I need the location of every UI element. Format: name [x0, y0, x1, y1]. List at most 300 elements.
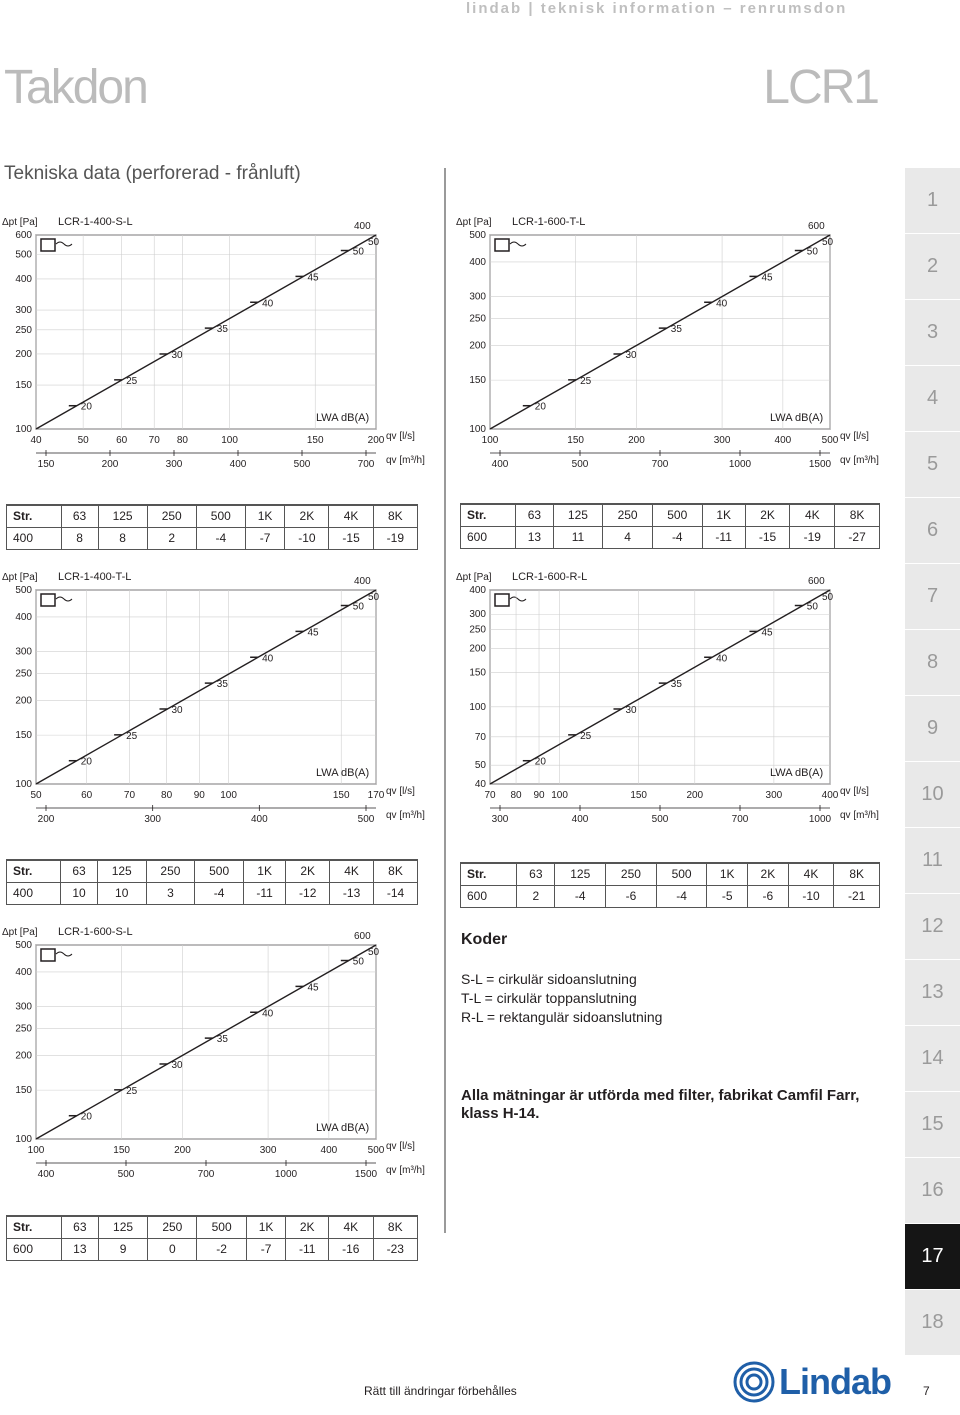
table-cell: 0: [148, 1238, 197, 1260]
chart-title: LCR-1-600-S-L: [58, 926, 133, 938]
table-cell: 8K: [373, 1216, 418, 1238]
y-tick-label: 200: [469, 643, 486, 655]
x2-axis-unit: qv [m³/h]: [386, 1165, 425, 1176]
x-tick-label: 80: [161, 790, 173, 801]
lwa-label: LWA dB(A): [770, 412, 824, 424]
column-divider: [444, 168, 446, 1233]
table-cell: -21: [834, 885, 880, 907]
lwa-value: 35: [670, 324, 682, 336]
table-row: [7, 527, 418, 549]
table-cell: 1K: [702, 504, 745, 526]
chart-svg: [456, 216, 880, 492]
chart-svg: [456, 571, 880, 847]
table-cell: 500: [195, 860, 244, 882]
footer-disclaimer: Rätt till ändringar förbehålles: [364, 1384, 517, 1398]
table-row: [7, 882, 418, 904]
size-label: 50: [822, 237, 834, 248]
lwa-value: 20: [80, 1111, 92, 1123]
series-line: [36, 235, 376, 429]
table-row: [461, 526, 880, 548]
tab-5[interactable]: 5: [905, 432, 960, 498]
y-tick-label: 300: [15, 305, 32, 317]
chart-title: LCR-1-600-R-L: [512, 571, 588, 583]
y-tick-label: 200: [15, 1050, 32, 1062]
table-cell: 8K: [835, 504, 880, 526]
lwa-value: 45: [761, 272, 773, 284]
chart-svg: [2, 926, 426, 1202]
table-cell: 13: [516, 526, 553, 548]
table-cell: -15: [745, 526, 790, 548]
series-line: [36, 945, 376, 1139]
chart-title: LCR-1-400-T-L: [58, 571, 132, 583]
lwa-value: 25: [580, 730, 592, 742]
sound-table-600-R-L: [460, 862, 880, 908]
table-cell: 63: [61, 505, 98, 527]
y-tick-label: 200: [15, 695, 32, 707]
x2-tick-label: 500: [571, 459, 589, 470]
table-cell: -11: [244, 882, 286, 904]
y-tick-label: 400: [15, 966, 32, 978]
table-cell: 400: [7, 882, 61, 904]
tab-4[interactable]: 4: [905, 366, 960, 432]
table-cell: -13: [330, 882, 374, 904]
table-cell: 10: [97, 882, 146, 904]
lwa-value: 35: [216, 1034, 228, 1046]
tab-13[interactable]: 13: [905, 960, 960, 1026]
table-cell: -4: [656, 885, 707, 907]
table-cell: 125: [98, 505, 147, 527]
y-tick-label: 40: [474, 779, 486, 790]
x-tick-label: 100: [220, 790, 237, 801]
table-cell: -19: [790, 526, 835, 548]
y-tick-label: 150: [15, 380, 32, 392]
x2-tick-label: 300: [144, 814, 162, 825]
table-cell: 8K: [374, 860, 418, 882]
tab-12[interactable]: 12: [905, 894, 960, 960]
table-header-row: [7, 505, 418, 527]
y-tick-label: 70: [474, 731, 486, 743]
x2-tick-label: 1000: [808, 814, 832, 825]
table-header-row: [7, 860, 418, 882]
x-tick-label: 200: [628, 435, 645, 446]
lwa-label: LWA dB(A): [316, 767, 370, 779]
table-cell: 1K: [244, 860, 286, 882]
x2-tick-label: 700: [651, 459, 669, 470]
x-tick-label: 150: [332, 790, 350, 801]
table-cell: 4K: [329, 1216, 373, 1238]
y-tick-label: 500: [15, 585, 32, 596]
table-cell: 125: [98, 1216, 147, 1238]
x2-tick-label: 1500: [808, 459, 832, 470]
table-cell: 500: [652, 504, 702, 526]
tab-6[interactable]: 6: [905, 498, 960, 564]
x-tick-label: 100: [481, 435, 499, 446]
lwa-value: 45: [307, 272, 319, 284]
table-cell: -15: [329, 527, 373, 549]
lwa-value: 40: [716, 298, 728, 310]
y-tick-label: 400: [469, 585, 486, 596]
tab-14[interactable]: 14: [905, 1026, 960, 1092]
chart-600-S-L: [2, 926, 426, 1202]
x-tick-label: 150: [567, 435, 584, 446]
x-tick-label: 200: [686, 790, 704, 801]
x2-tick-label: 500: [651, 814, 669, 825]
y-tick-label: 100: [15, 779, 32, 790]
y-tick-label: 200: [15, 348, 32, 360]
table-cell: 63: [516, 504, 553, 526]
lwa-label: LWA dB(A): [316, 412, 370, 424]
y-axis-unit: Δpt [Pa]: [2, 572, 38, 583]
x-tick-label: 60: [116, 435, 128, 446]
tab-11[interactable]: 11: [905, 828, 960, 894]
table-cell: -11: [702, 526, 745, 548]
sound-table-400-S-L: [6, 504, 418, 550]
y-tick-label: 500: [15, 940, 32, 951]
table-cell: -10: [788, 885, 834, 907]
table-cell: 8: [61, 527, 98, 549]
diffuser-icon: [41, 239, 55, 251]
size-label: 50: [368, 237, 380, 248]
y-tick-label: 100: [15, 424, 32, 435]
table-cell: 8K: [373, 505, 417, 527]
x-tick-label: 50: [30, 790, 42, 801]
tab-9[interactable]: 9: [905, 696, 960, 762]
table-row: [461, 885, 880, 907]
tab-15[interactable]: 15: [905, 1092, 960, 1158]
chart-svg: [2, 571, 426, 847]
lwa-value: 25: [126, 375, 138, 387]
x2-tick-label: 1500: [354, 1169, 378, 1180]
table-cell: -23: [373, 1238, 418, 1260]
koder-title: Koder: [461, 931, 508, 948]
table-cell: -11: [286, 1238, 329, 1260]
x-tick-label: 150: [630, 790, 648, 801]
y-tick-label: 250: [469, 313, 486, 325]
x-tick-label: 200: [367, 435, 385, 446]
lindab-emblem-icon: [733, 1361, 775, 1403]
x-tick-label: 150: [113, 1145, 130, 1156]
y-axis-unit: Δpt [Pa]: [2, 927, 38, 938]
table-cell: 250: [148, 1216, 197, 1238]
x2-tick-label: 500: [357, 814, 375, 825]
y-tick-label: 150: [469, 667, 486, 679]
lwa-value: 20: [534, 401, 546, 413]
lwa-value: 30: [171, 1059, 183, 1071]
table-cell: -12: [286, 882, 330, 904]
tab-17[interactable]: 17: [905, 1224, 960, 1290]
lwa-value: 25: [126, 1085, 138, 1097]
table-cell: 1K: [246, 1216, 286, 1238]
y-tick-label: 600: [15, 230, 32, 241]
x-tick-label: 170: [367, 790, 385, 801]
x2-axis-unit: qv [m³/h]: [386, 455, 425, 466]
table-cell: Str.: [7, 505, 62, 527]
table-cell: 63: [61, 1216, 98, 1238]
table-cell: 125: [555, 863, 606, 885]
x-tick-label: 500: [367, 1145, 385, 1156]
y-tick-label: 400: [15, 611, 32, 623]
table-cell: 63: [517, 863, 555, 885]
table-cell: 600: [461, 526, 516, 548]
x2-tick-label: 500: [293, 459, 311, 470]
table-cell: 4K: [329, 505, 373, 527]
tab-8[interactable]: 8: [905, 630, 960, 696]
chart-400-S-L: [2, 216, 426, 492]
table-cell: 250: [606, 863, 657, 885]
y-tick-label: 250: [469, 624, 486, 636]
x2-tick-label: 700: [731, 814, 749, 825]
table-cell: 9: [98, 1238, 147, 1260]
airflow-icon: [510, 242, 526, 246]
lwa-value: 50: [352, 956, 364, 968]
series-line: [36, 590, 376, 784]
x-tick-label: 100: [221, 435, 238, 446]
lwa-value: 40: [262, 298, 274, 310]
tab-1[interactable]: 1: [905, 168, 960, 234]
chart-title: LCR-1-400-S-L: [58, 216, 133, 228]
lwa-label: LWA dB(A): [770, 767, 824, 779]
x-axis-unit: qv [l/s]: [386, 1141, 415, 1152]
table-cell: 1K: [707, 863, 748, 885]
y-tick-label: 150: [15, 730, 32, 742]
lwa-value: 45: [307, 982, 319, 994]
x2-tick-label: 200: [101, 459, 119, 470]
y-tick-label: 200: [469, 340, 486, 352]
table-cell: 500: [197, 1216, 246, 1238]
x-axis-unit: qv [l/s]: [840, 431, 869, 442]
lwa-value: 20: [534, 756, 546, 768]
x2-tick-label: 400: [491, 459, 509, 470]
table-cell: -2: [197, 1238, 246, 1260]
table-cell: 2K: [748, 863, 789, 885]
table-cell: -4: [195, 882, 244, 904]
size-label: 400: [354, 221, 371, 232]
y-tick-label: 100: [469, 701, 486, 713]
x-tick-label: 70: [484, 790, 496, 801]
table-cell: -4: [555, 885, 606, 907]
size-label: 50: [822, 592, 834, 603]
x-tick-label: 80: [510, 790, 522, 801]
size-label: 600: [354, 931, 371, 942]
table-cell: 4K: [330, 860, 374, 882]
table-cell: -4: [652, 526, 702, 548]
airflow-icon: [56, 242, 72, 246]
lwa-value: 35: [216, 324, 228, 336]
table-cell: 2K: [285, 505, 329, 527]
lwa-value: 30: [625, 349, 637, 361]
sound-table-600-S-L: [6, 1215, 418, 1261]
y-tick-label: 150: [469, 375, 486, 387]
y-tick-label: 100: [469, 424, 486, 435]
tab-10[interactable]: 10: [905, 762, 960, 828]
series-line: [490, 590, 830, 784]
table-cell: -27: [835, 526, 880, 548]
x2-axis-unit: qv [m³/h]: [386, 810, 425, 821]
x2-tick-label: 400: [571, 814, 589, 825]
table-cell: Str.: [7, 1216, 62, 1238]
lwa-value: 40: [262, 653, 274, 665]
x2-axis-unit: qv [m³/h]: [840, 455, 879, 466]
tab-18[interactable]: 18: [905, 1290, 960, 1356]
lwa-value: 50: [806, 601, 818, 613]
x-tick-label: 50: [77, 435, 89, 446]
y-axis-unit: Δpt [Pa]: [456, 572, 492, 583]
table-cell: -16: [329, 1238, 373, 1260]
lwa-value: 50: [806, 246, 818, 258]
x-tick-label: 60: [81, 790, 93, 801]
size-label: 50: [368, 947, 380, 958]
lwa-value: 30: [171, 349, 183, 361]
koder-line: S-L = cirkulär sidoanslutning: [461, 971, 637, 987]
y-axis-unit: Δpt [Pa]: [456, 217, 492, 228]
y-tick-label: 250: [15, 668, 32, 680]
table-cell: 4K: [788, 863, 834, 885]
koder-line: R-L = rektangulär sidoanslutning: [461, 1009, 663, 1025]
y-tick-label: 300: [15, 1001, 32, 1013]
tab-3[interactable]: 3: [905, 300, 960, 366]
sound-table-400-T-L: [6, 859, 418, 905]
table-header-row: [7, 1216, 418, 1238]
airflow-icon: [510, 597, 526, 601]
x-tick-label: 200: [174, 1145, 191, 1156]
table-cell: Str.: [7, 860, 61, 882]
x-tick-label: 300: [713, 435, 731, 446]
x-tick-label: 100: [27, 1145, 45, 1156]
product-code: LCR1: [763, 61, 878, 114]
tab-16[interactable]: 16: [905, 1158, 960, 1224]
x-tick-label: 80: [176, 435, 188, 446]
x-tick-label: 500: [821, 435, 839, 446]
y-tick-label: 400: [469, 256, 486, 268]
y-tick-label: 150: [15, 1085, 32, 1097]
chart-svg: [2, 216, 426, 492]
table-cell: -7: [245, 527, 284, 549]
koder-line: T-L = cirkulär toppanslutning: [461, 990, 637, 1006]
lwa-value: 50: [352, 246, 364, 258]
y-tick-label: 100: [15, 1134, 32, 1145]
section-title: Tekniska data (perforerad - frånluft): [4, 163, 301, 184]
table-cell: -19: [373, 527, 417, 549]
x-tick-label: 70: [123, 790, 136, 801]
table-cell: 13: [61, 1238, 98, 1260]
airflow-icon: [56, 952, 72, 956]
x2-tick-label: 150: [37, 459, 55, 470]
size-label: 600: [808, 221, 825, 232]
table-cell: -10: [285, 527, 329, 549]
table-cell: 250: [147, 505, 196, 527]
diffuser-icon: [495, 239, 509, 251]
table-cell: -6: [606, 885, 657, 907]
table-cell: 500: [656, 863, 707, 885]
y-tick-label: 250: [15, 1023, 32, 1035]
y-tick-label: 300: [15, 646, 32, 658]
table-cell: 8: [98, 527, 147, 549]
chart-600-R-L: [456, 571, 880, 847]
chapter-tabs: [905, 168, 960, 1356]
series-line: [490, 235, 830, 429]
table-cell: 600: [7, 1238, 62, 1260]
table-cell: 400: [7, 527, 62, 549]
x-tick-label: 300: [765, 790, 783, 801]
table-header-row: [461, 504, 880, 526]
table-cell: 63: [61, 860, 98, 882]
header-brand: lindab | teknisk information – renrumsdon: [466, 0, 848, 17]
table-cell: 8K: [834, 863, 880, 885]
tab-7[interactable]: 7: [905, 564, 960, 630]
table-cell: 250: [603, 504, 653, 526]
table-cell: 125: [553, 504, 603, 526]
table-cell: 10: [61, 882, 98, 904]
y-tick-label: 300: [469, 609, 486, 621]
x2-tick-label: 400: [37, 1169, 55, 1180]
table-cell: Str.: [461, 504, 516, 526]
table-cell: -5: [707, 885, 748, 907]
x2-tick-label: 700: [197, 1169, 215, 1180]
x-axis-unit: qv [l/s]: [386, 431, 415, 442]
lwa-value: 40: [716, 653, 728, 665]
x-axis-unit: qv [l/s]: [840, 786, 869, 797]
x2-tick-label: 400: [250, 814, 268, 825]
lwa-value: 40: [262, 1008, 274, 1020]
chart-400-T-L: [2, 571, 426, 847]
x2-tick-label: 1000: [274, 1169, 298, 1180]
y-tick-label: 500: [469, 230, 486, 241]
lwa-value: 35: [216, 679, 228, 691]
x-tick-label: 70: [148, 435, 160, 446]
lwa-value: 30: [625, 704, 637, 716]
lwa-value: 35: [670, 679, 682, 691]
x2-tick-label: 700: [357, 459, 375, 470]
x2-tick-label: 400: [229, 459, 247, 470]
y-tick-label: 500: [15, 249, 32, 261]
table-cell: -6: [748, 885, 789, 907]
y-tick-label: 400: [15, 273, 32, 285]
y-tick-label: 50: [474, 760, 486, 772]
diffuser-icon: [41, 949, 55, 961]
y-tick-label: 250: [15, 324, 32, 336]
y-axis-unit: Δpt [Pa]: [2, 217, 38, 228]
table-cell: 250: [146, 860, 195, 882]
diffuser-icon: [41, 594, 55, 606]
lwa-value: 50: [352, 601, 364, 613]
x2-tick-label: 200: [37, 814, 55, 825]
x-tick-label: 400: [821, 790, 839, 801]
page-title: Takdon: [4, 61, 147, 114]
size-label: 400: [354, 576, 371, 587]
chart-title: LCR-1-600-T-L: [512, 216, 586, 228]
size-label: 50: [368, 592, 380, 603]
table-header-row: [461, 863, 880, 885]
table-cell: -14: [374, 882, 418, 904]
tab-2[interactable]: 2: [905, 234, 960, 300]
page-number: 7: [923, 1384, 930, 1398]
x-tick-label: 40: [30, 435, 42, 446]
table-cell: 500: [196, 505, 245, 527]
table-cell: -4: [196, 527, 245, 549]
table-cell: 4K: [790, 504, 835, 526]
x2-tick-label: 500: [117, 1169, 135, 1180]
x-tick-label: 300: [259, 1145, 277, 1156]
size-label: 600: [808, 576, 825, 587]
table-cell: 600: [461, 885, 517, 907]
table-cell: 2K: [286, 1216, 329, 1238]
lwa-value: 20: [80, 401, 92, 413]
x-tick-label: 90: [193, 790, 205, 801]
table-cell: 11: [553, 526, 603, 548]
table-cell: -7: [246, 1238, 286, 1260]
y-tick-label: 300: [469, 291, 486, 303]
lwa-label: LWA dB(A): [316, 1122, 370, 1134]
